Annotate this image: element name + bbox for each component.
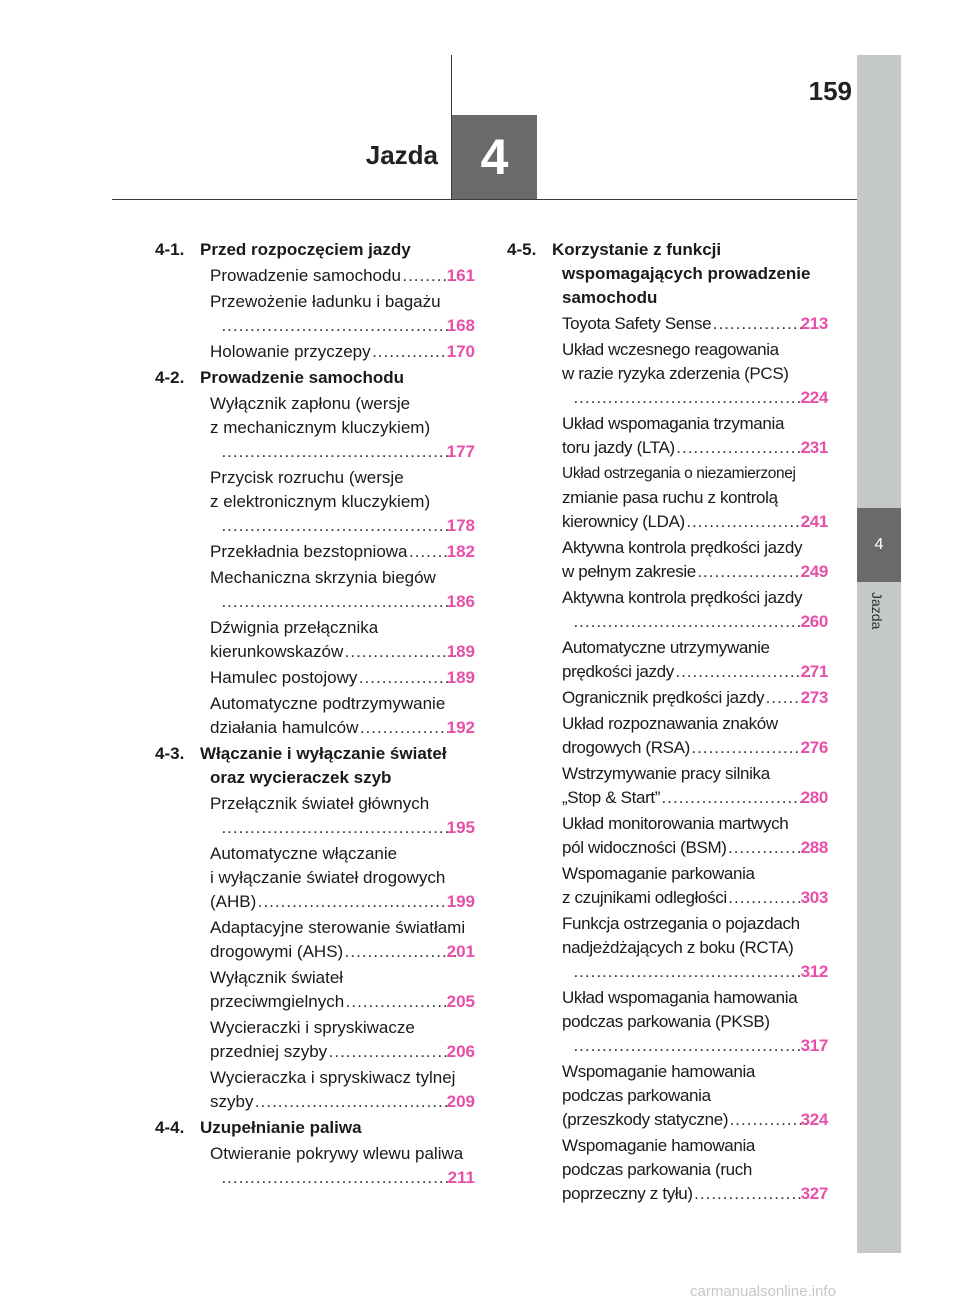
side-thumb-bar — [857, 55, 901, 1253]
toc-entry[interactable] — [155, 616, 475, 664]
toc-entry[interactable] — [155, 392, 475, 464]
dot-leader — [685, 510, 810, 534]
dot-leader — [371, 340, 456, 364]
toc-entry-text: Wycieraczka i spryskiwacz tylnej — [210, 1068, 456, 1087]
toc-entry[interactable] — [507, 686, 828, 710]
toc-page-link[interactable]: 209 — [446, 1092, 475, 1111]
toc-entry[interactable] — [155, 540, 475, 564]
chapter-title: Jazda — [365, 140, 438, 170]
toc-entry-text: Wycieraczki i spryskiwacze — [210, 1018, 415, 1037]
toc-entry[interactable] — [155, 264, 475, 288]
toc-page-link[interactable]: 249 — [800, 562, 828, 581]
chapter-number-box: 4 — [452, 115, 537, 199]
toc-entry-text: przedniej szyby — [210, 1042, 328, 1061]
toc-entry-text: „Stop & Start” — [562, 788, 661, 807]
dot-leader — [344, 990, 455, 1014]
toc-entry-text: Wyłącznik zapłonu (wersje — [210, 394, 411, 413]
dot-leader — [220, 816, 456, 840]
toc-page-link[interactable]: 213 — [800, 314, 828, 333]
section-number: 4-1. — [155, 240, 185, 259]
header-horizontal-rule — [112, 199, 857, 200]
toc-entry-text: Układ ostrzegania o niezamierzonej — [562, 465, 796, 482]
toc-entry-text: Funkcja ostrzegania o pojazdach — [562, 914, 800, 933]
dot-leader — [220, 314, 456, 338]
toc-entry-text: z elektronicznym kluczykiem) — [210, 492, 431, 511]
toc-entry-text: Układ wspomagania trzymania — [562, 414, 785, 433]
toc-entry-text: Toyota Safety Sense — [562, 314, 712, 333]
toc-entry-text: Przewożenie ładunku i bagażu — [210, 292, 441, 311]
section-number: 4-2. — [155, 368, 185, 387]
toc-entry-text: Otwieranie pokrywy wlewu paliwa — [210, 1144, 464, 1163]
toc-page-link[interactable]: 312 — [800, 962, 828, 981]
toc-section-heading[interactable] — [155, 742, 475, 790]
toc-entry-text: Aktywna kontrola prędkości jazdy — [562, 588, 803, 607]
toc-entry-text: Automatyczne podtrzymywanie — [210, 694, 446, 713]
toc-page-link[interactable]: 303 — [800, 888, 828, 907]
toc-entry[interactable] — [155, 792, 475, 840]
toc-right-column — [507, 238, 828, 1208]
toc-entry-text: Ogranicznik prędkości jazdy — [562, 688, 765, 707]
dot-leader — [358, 716, 455, 740]
dot-leader — [572, 960, 810, 984]
toc-entry-text: i wyłączanie świateł drogowych — [210, 868, 446, 887]
toc-entry-text: Hamulec postojowy — [210, 668, 358, 687]
toc-page-link[interactable]: 273 — [800, 688, 828, 707]
toc-entry[interactable] — [507, 912, 828, 984]
dot-leader — [728, 1108, 810, 1132]
watermark-text: carmanualsonline.info — [690, 1283, 836, 1300]
section-number: 4-3. — [155, 744, 185, 763]
dot-leader — [693, 1182, 810, 1206]
dot-leader — [220, 440, 456, 464]
toc-entry[interactable] — [155, 842, 475, 914]
dot-leader — [343, 940, 455, 964]
toc-entry-text: w razie ryzyka zderzenia (PCS) — [562, 364, 789, 383]
toc-page-link[interactable]: 324 — [800, 1110, 828, 1129]
toc-entry-text: kierownicy (LDA) — [562, 512, 685, 531]
toc-entry[interactable] — [507, 712, 828, 760]
toc-page-link[interactable]: 288 — [800, 838, 828, 857]
dot-leader — [357, 666, 455, 690]
toc-page-link[interactable]: 189 — [446, 668, 475, 687]
toc-page-link[interactable]: 260 — [800, 612, 828, 631]
toc-entry[interactable] — [507, 338, 828, 410]
toc-page-link[interactable]: 224 — [800, 388, 828, 407]
toc-section-heading[interactable] — [155, 238, 475, 262]
toc-entry[interactable] — [507, 586, 828, 634]
toc-entry[interactable] — [507, 412, 828, 460]
toc-entry[interactable] — [507, 536, 828, 584]
dot-leader — [327, 1040, 455, 1064]
toc-page-link[interactable]: 201 — [446, 942, 475, 961]
toc-section-heading[interactable] — [155, 366, 475, 390]
toc-entry[interactable] — [507, 1134, 828, 1206]
section-number: 4-5. — [507, 240, 537, 259]
toc-entry[interactable] — [507, 986, 828, 1058]
toc-entry-text: w pełnym zakresie — [562, 562, 696, 581]
toc-page-link[interactable]: 195 — [446, 818, 475, 837]
dot-leader — [572, 1034, 810, 1058]
toc-entry[interactable] — [507, 812, 828, 860]
toc-entry-text: Automatyczne włączanie — [210, 844, 398, 863]
toc-page-link[interactable]: 280 — [800, 788, 828, 807]
toc-page-link[interactable]: 182 — [446, 542, 475, 561]
toc-entry-text: Adaptacyjne sterowanie światłami — [210, 918, 466, 937]
dot-leader — [220, 1166, 457, 1190]
toc-entry[interactable] — [155, 916, 475, 964]
dot-leader — [696, 560, 810, 584]
toc-page-link[interactable]: 206 — [446, 1042, 475, 1061]
toc-entry-text: podczas parkowania (ruch — [562, 1160, 753, 1179]
toc-entry-text: pól widoczności (BSM) — [562, 838, 727, 857]
toc-entry-text: przeciwmgielnych — [210, 992, 345, 1011]
toc-entry[interactable] — [155, 692, 475, 740]
toc-entry-text: Wspomaganie hamowania — [562, 1136, 755, 1155]
toc-page-link[interactable]: 241 — [800, 512, 828, 531]
toc-entry[interactable] — [155, 966, 475, 1014]
toc-page-link[interactable]: 327 — [800, 1184, 828, 1203]
toc-entry[interactable] — [155, 1142, 475, 1190]
toc-entry-text: nadjeżdżających z boku (RCTA) — [562, 938, 794, 957]
toc-entry-text: kierunkowskazów — [210, 642, 344, 661]
toc-section-heading[interactable] — [507, 238, 828, 310]
toc-entry[interactable] — [507, 462, 828, 534]
dot-leader — [220, 590, 456, 614]
toc-entry[interactable] — [507, 1060, 828, 1132]
toc-entry-text: podczas parkowania (PKSB) — [562, 1012, 770, 1031]
dot-leader — [343, 640, 455, 664]
section-title: Prowadzenie samochodu — [200, 368, 405, 387]
toc-entry-text: Przycisk rozruchu (wersje — [210, 468, 404, 487]
toc-entry-text: Wspomaganie hamowania — [562, 1062, 755, 1081]
toc-entry-text: Układ wspomagania hamowania — [562, 988, 798, 1007]
toc-entry-text: prędkości jazdy — [562, 662, 674, 681]
section-title: Korzystanie z funkcji wspomagających prowadzenie samochodu — [552, 240, 811, 307]
toc-entry-text: (przeszkody statyczne) — [562, 1110, 729, 1129]
toc-entry-text: zmianie pasa ruchu z kontrolą — [562, 488, 778, 507]
toc-page-link[interactable]: 170 — [446, 342, 475, 361]
toc-entry-text: szyby — [210, 1092, 254, 1111]
toc-page-link[interactable]: 231 — [800, 438, 828, 457]
toc-entry-text: z mechanicznym kluczykiem) — [210, 418, 431, 437]
dot-leader — [220, 514, 456, 538]
toc-entry-text: z czujnikami odległości — [562, 888, 727, 907]
side-chapter-label: Jazda — [869, 592, 885, 630]
toc-entry[interactable] — [507, 312, 828, 336]
dot-leader — [572, 610, 810, 634]
section-number: 4-4. — [155, 1118, 185, 1137]
toc-entry[interactable] — [155, 1016, 475, 1064]
toc-entry-text: (AHB) — [210, 892, 257, 911]
toc-section-heading[interactable] — [155, 1116, 475, 1140]
toc-entry[interactable] — [155, 1066, 475, 1114]
side-chapter-tab[interactable]: 4 — [857, 508, 901, 582]
toc-entry-text: Układ rozpoznawania znaków — [562, 714, 778, 733]
toc-entry[interactable] — [507, 636, 828, 684]
dot-leader — [690, 736, 810, 760]
toc-page-link[interactable]: 192 — [446, 718, 475, 737]
toc-entry-text: Dźwignia przełącznika — [210, 618, 379, 637]
toc-entry-text: Przekładnia bezstopniowa — [210, 542, 408, 561]
section-title: Przed rozpoczęciem jazdy — [200, 240, 411, 259]
toc-entry-text: Wstrzymywanie pracy silnika — [562, 764, 770, 783]
dot-leader — [727, 836, 810, 860]
toc-entry[interactable] — [155, 340, 475, 364]
toc-page-link[interactable]: 199 — [446, 892, 475, 911]
toc-entry-text: Przełącznik świateł głównych — [210, 794, 430, 813]
toc-page-link[interactable]: 177 — [446, 442, 475, 461]
toc-page-link[interactable]: 276 — [800, 738, 828, 757]
toc-entry-text: Prowadzenie samochodu — [210, 266, 401, 285]
toc-page-link[interactable]: 317 — [800, 1036, 828, 1055]
toc-entry-text: Automatyczne utrzymywanie — [562, 638, 770, 657]
dot-leader — [711, 312, 809, 336]
toc-entry-text: poprzeczny z tyłu) — [562, 1184, 693, 1203]
dot-leader — [674, 660, 810, 684]
toc-entry-text: Wyłącznik świateł — [210, 968, 344, 987]
dot-leader — [727, 886, 810, 910]
toc-entry[interactable] — [155, 566, 475, 614]
dot-leader — [660, 786, 810, 810]
toc-page-link[interactable]: 271 — [800, 662, 828, 681]
toc-page-link[interactable]: 211 — [447, 1168, 475, 1187]
toc-page-link[interactable]: 178 — [446, 516, 475, 535]
toc-page-link[interactable]: 186 — [446, 592, 475, 611]
toc-entry[interactable] — [507, 762, 828, 810]
toc-entry-text: drogowych (RSA) — [562, 738, 690, 757]
section-title: Włączanie i wyłączanie świateł oraz wycieraczek szyb — [200, 744, 447, 787]
toc-entry[interactable] — [155, 290, 475, 338]
page-number: 159 — [808, 76, 852, 106]
toc-entry-text: Aktywna kontrola prędkości jazdy — [562, 538, 803, 557]
dot-leader — [253, 1090, 455, 1114]
toc-entry-text: Holowanie przyczepy — [210, 342, 371, 361]
toc-entry-text: podczas parkowania — [562, 1086, 711, 1105]
toc-entry-text: toru jazdy (LTA) — [562, 438, 675, 457]
toc-entry[interactable] — [155, 466, 475, 538]
toc-entry-text: działania hamulców — [210, 718, 359, 737]
toc-entry-text: Wspomaganie parkowania — [562, 864, 755, 883]
toc-entry-text: drogowymi (AHS) — [210, 942, 344, 961]
dot-leader — [675, 436, 810, 460]
toc-page-link[interactable]: 161 — [446, 266, 475, 285]
dot-leader — [572, 386, 810, 410]
toc-entry[interactable] — [507, 862, 828, 910]
toc-left-column — [155, 238, 475, 1192]
toc-entry-text: Mechaniczna skrzynia biegów — [210, 568, 436, 587]
toc-page-link[interactable]: 189 — [446, 642, 475, 661]
section-title: Uzupełnianie paliwa — [200, 1118, 362, 1137]
toc-page-link[interactable]: 168 — [446, 316, 475, 335]
toc-entry-text: Układ monitorowania martwych — [562, 814, 789, 833]
toc-page-link[interactable]: 205 — [446, 992, 475, 1011]
toc-entry-text: Układ wczesnego reagowania — [562, 340, 779, 359]
dot-leader — [256, 890, 455, 914]
toc-entry[interactable] — [155, 666, 475, 690]
